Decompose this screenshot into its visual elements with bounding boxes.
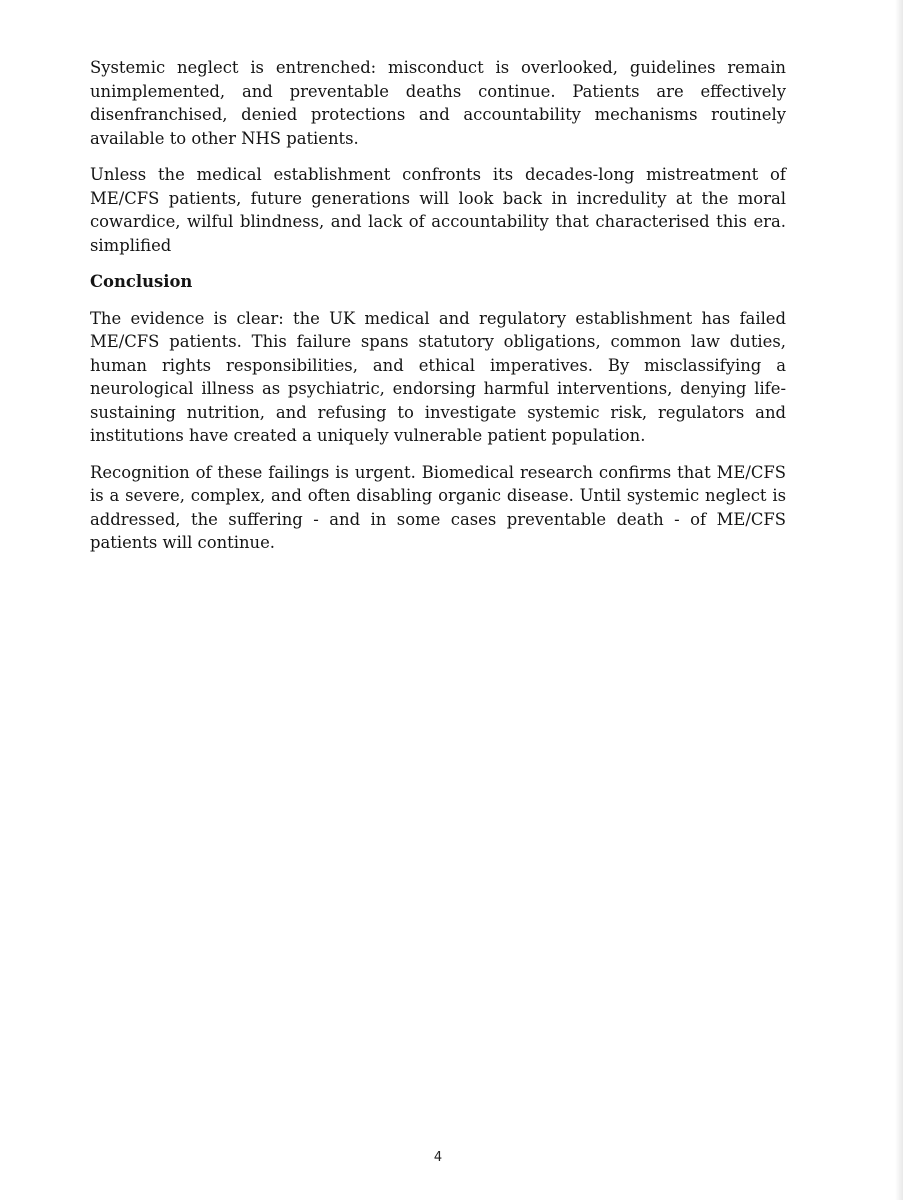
page-number: 4 xyxy=(433,1150,443,1165)
paragraph-medical-establishment: Unless the medical establishment confronts its decades-long mistreatment of ME/CFS patients, future generations will look back in incredulity at the moral cowardice, wilful blindness, and lack of accountability that characterised this era. simplified xyxy=(90,165,786,255)
section-heading-conclusion: Conclusion xyxy=(90,272,193,291)
paragraph-systemic-neglect: Systemic neglect is entrenched: misconduct is overlooked, guidelines remain unimplemented, and preventable deaths continue. Patients are effectively disenfranchised, denied protections and accountability mechanisms routinely available to other NHS patients. xyxy=(90,58,786,148)
paragraph-evidence: The evidence is clear: the UK medical and regulatory establishment has failed ME/CFS patients. This failure spans statutory obligations, common law duties, human rights responsibilities, and ethical imperatives. By misclassifying a neurological illness as psychiatric, endorsing harmful interventions, denying life-sustaining nutrition, and refusing to investigate systemic risk, regulators and institutions have created a uniquely vulnerable patient population. xyxy=(90,308,786,445)
paragraph-recognition: Recognition of these failings is urgent. Biomedical research confirms that ME/CFS is a severe, complex, and often disabling organic disease. Until systemic neglect is addressed, the suffering - and in some cases preventable death - of ME/CFS patients will continue. xyxy=(90,462,786,552)
document-body xyxy=(90,56,786,568)
page-edge-shadow xyxy=(895,0,903,1200)
